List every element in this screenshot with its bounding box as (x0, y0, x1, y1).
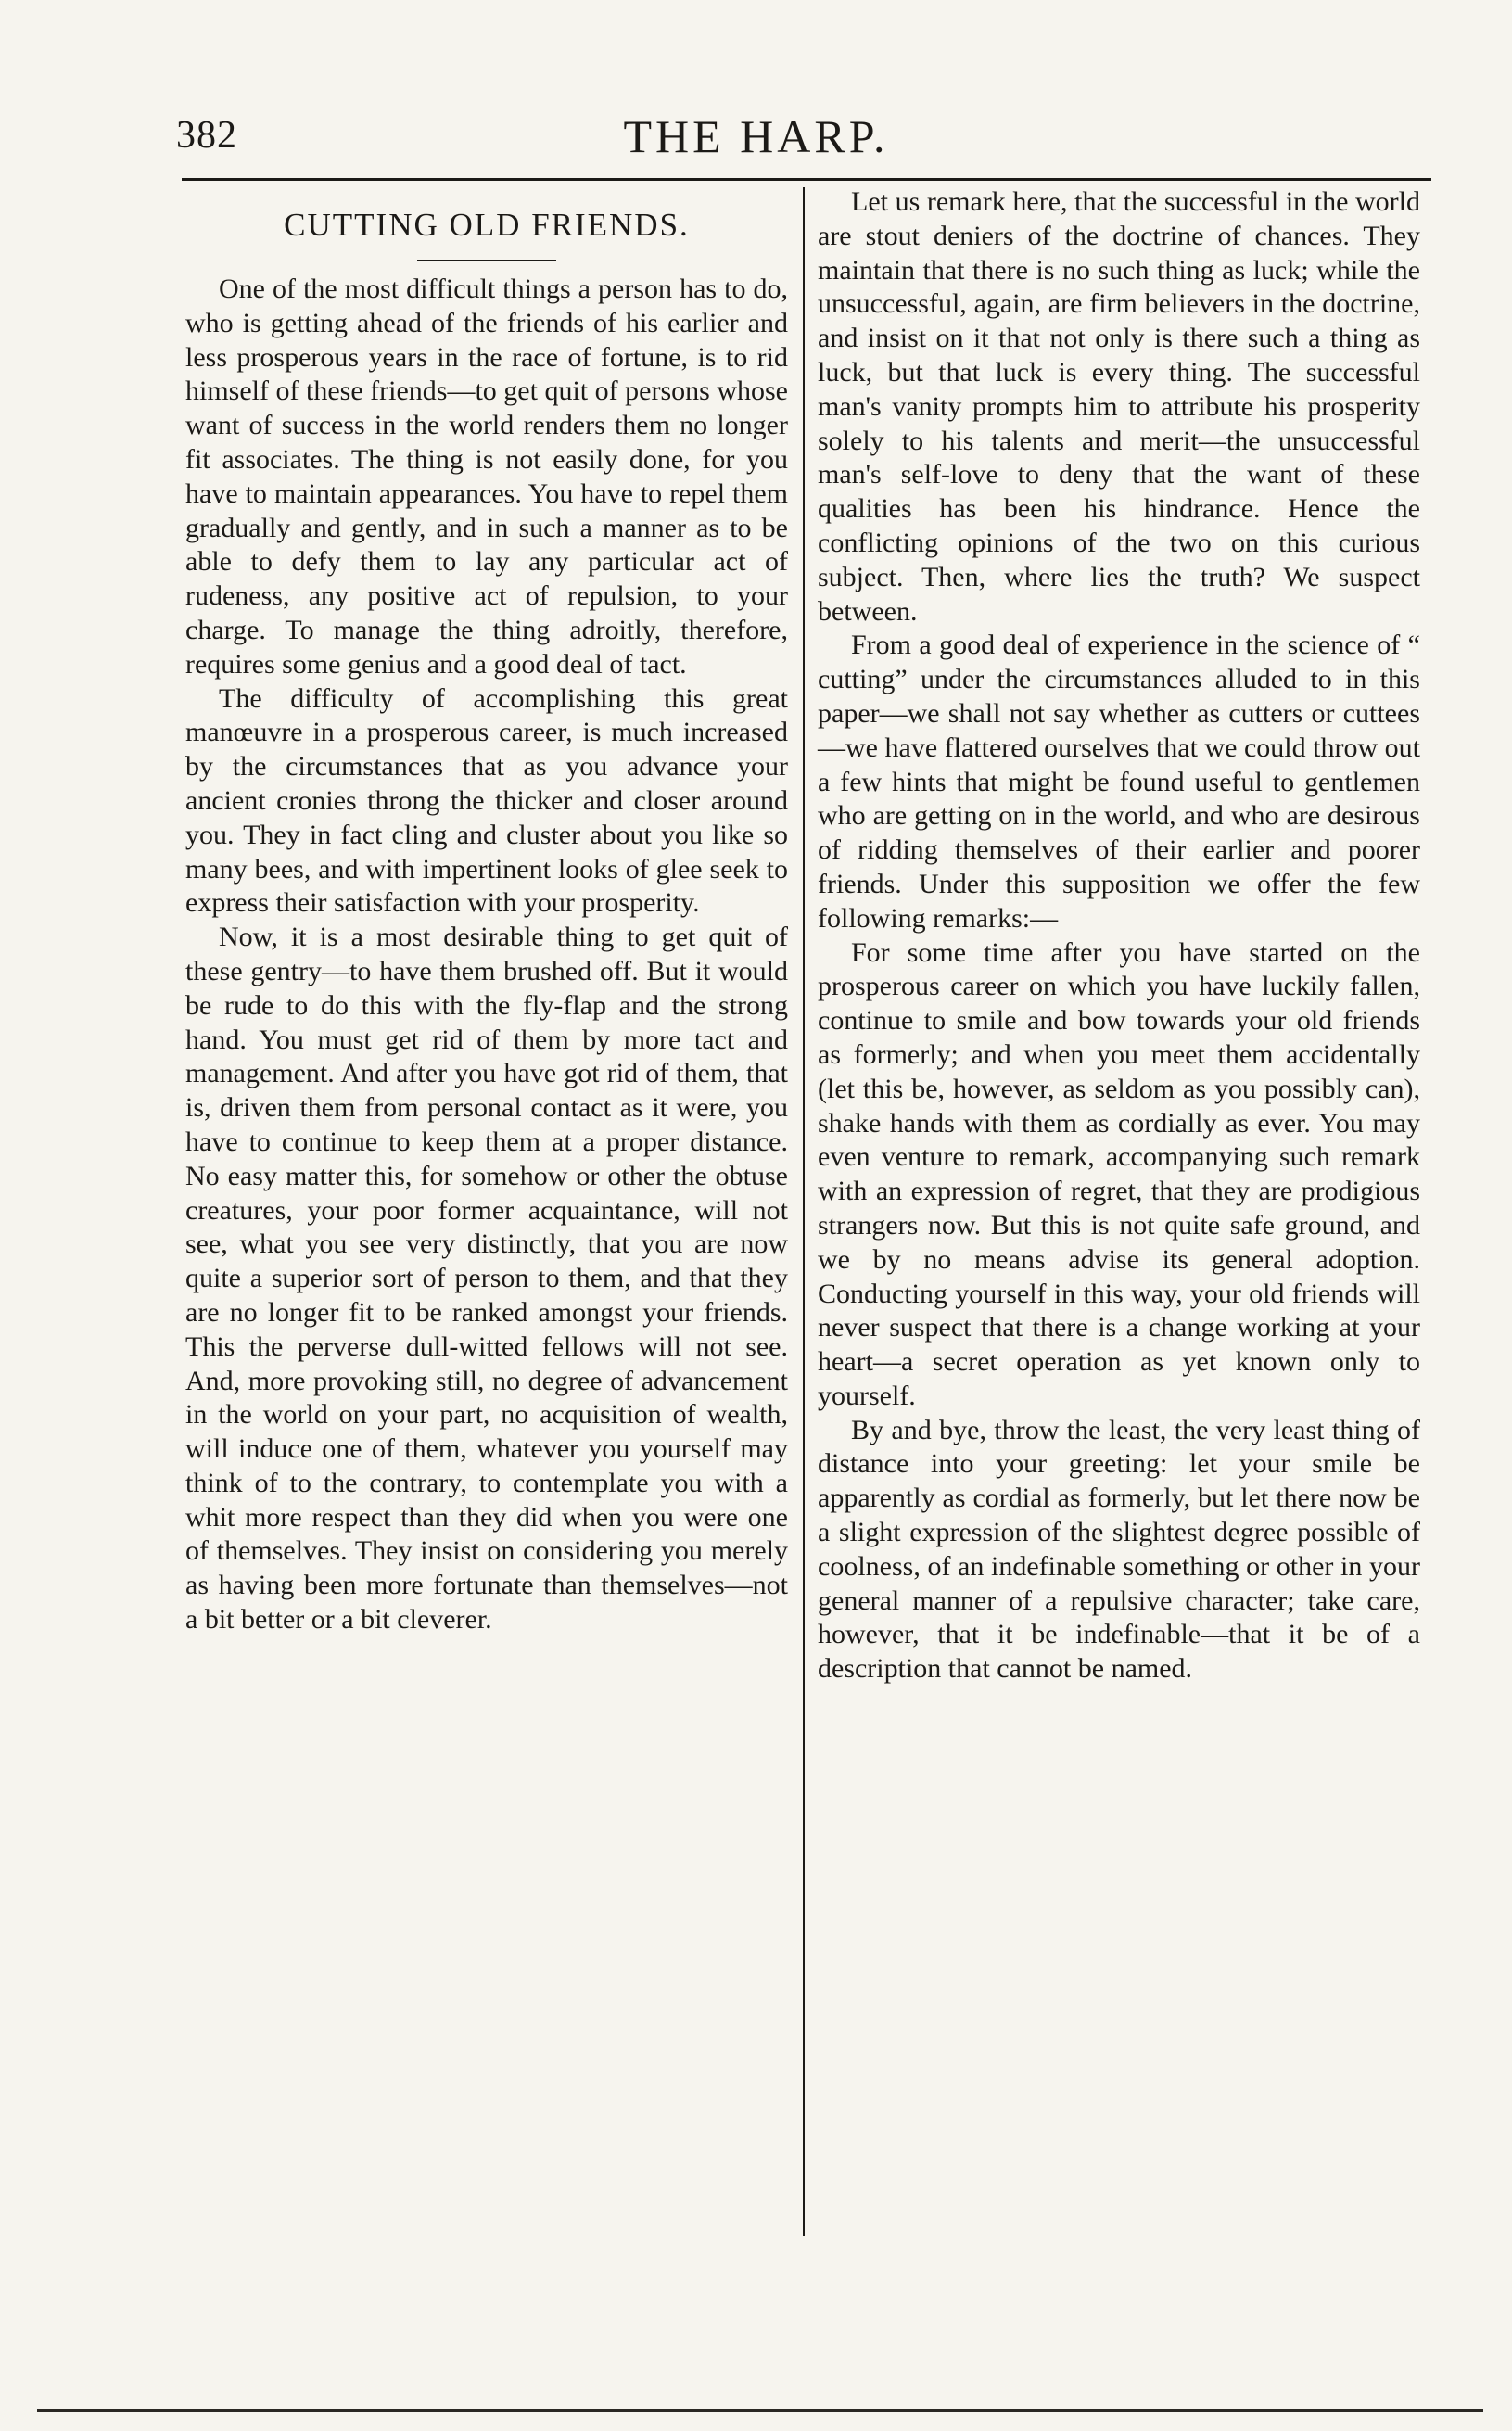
running-title: THE HARP. (623, 110, 889, 162)
title-rule (417, 260, 556, 261)
page-number: 382 (176, 114, 237, 157)
paragraph: From a good deal of experience in the science of “ cutting” under the circumstances alluded to in this paper—we shall not say whether as cutters or cuttees—we have flattered ourselves that we could throw out a few hints that might be found useful to gentlemen who are getting on in the world, and who are desirous of ridding themselves of their earlier and poorer friends. Under this supposition we offer the few following remarks:— (818, 630, 1420, 934)
paragraph: The difficulty of accomplishing this great manœuvre in a prosperous career, is much increased by the circumstances that as you advance your ancient cronies throng the thicker and closer around you. They in fact cling and cluster about you like so many bees, and with impertinent looks of glee seek to express their satisfaction with your prosperity. (185, 682, 788, 919)
paragraph: For some time after you have started on the prosperous career on which you have luckily fallen, continue to smile and bow towards your old friends as formerly; and when you meet them accidentally (let this be, however, as seldom as you possibly can), shake hands with them as cordially as ever. You may even venture to remark, accompanying such remark with an expression of regret, that they are prodigious strangers now. But this is not quite safe ground, and we by no means advise its general adoption. Conducting yourself in this way, your old friends will never suspect that there is a change working at your heart—a secret operation as yet known only to yourself. (818, 936, 1420, 1411)
left-column (185, 185, 788, 1637)
paragraph: By and bye, throw the least, the very least thing of distance into your greeting: let your smile be apparently as cordial as formerly, but let there now be a slight expression of the slightest degree possible of coolness, of an indefinable something or other in your general manner of a repulsive character; take care, however, that it be indefinable—that it be of a description that cannot be named. (818, 1414, 1420, 1685)
column-divider (803, 187, 805, 2236)
article-title: CUTTING OLD FRIENDS. (284, 207, 690, 243)
paragraph: Let us remark here, that the successful in the world are stout deniers of the doctrine of chances. They maintain that there is no such thing as luck; while the unsuccessful, again, are firm believers in the doctrine, and insist on it that not only is there such a thing as luck, but that luck is every thing. The successful man's vanity prompts him to attribute his prosperity solely to his talents and merit—the unsuccessful man's self-love to deny that the want of these qualities has been his hindrance. Hence the conflicting opinions of the two on this curious subject. Then, where lies the truth? We suspect between. (818, 186, 1420, 627)
bottom-rule (37, 2409, 1483, 2412)
paragraph: Now, it is a most desirable thing to get quit of these gentry—to have them brushed off. But it would be rude to do this with the fly-flap and the strong hand. You must get rid of them by more tact and management. And after you have got rid of them, that is, driven them from personal contact as it were, you have to continue to keep them at a proper distance. No easy matter this, for somehow or other the obtuse creatures, your poor former acquaintance, will not see, what you see very distinctly, that you are now quite a superior sort of person to them, and that they are no longer fit to be ranked amongst your friends. This the perverse dull-witted fellows will not see. And, more provoking still, no degree of advancement in the world on your part, no acquisition of wealth, will induce one of them, whatever you yourself may think of to the contrary, to contemplate you with a whit more respect than they did when you were one of themselves. They insist on considering you merely as having been more fortunate than themselves—not a bit better or a bit cleverer. (185, 922, 788, 1636)
paragraph: One of the most difficult things a person has to do, who is getting ahead of the friends of his earlier and less prosperous years in the race of fortune, is to rid himself of these friends—to get quit of persons whose want of success in the world renders them no longer fit associates. The thing is not easily done, for you have to maintain appearances. You have to repel them gradually and gently, and in such a manner as to be able to defy them to lay any particular act of rudeness, any positive act of repulsion, to your charge. To manage the thing adroitly, therefore, requires some genius and a good deal of tact. (185, 274, 788, 680)
right-column (818, 185, 1420, 1686)
header-rule (182, 178, 1431, 181)
